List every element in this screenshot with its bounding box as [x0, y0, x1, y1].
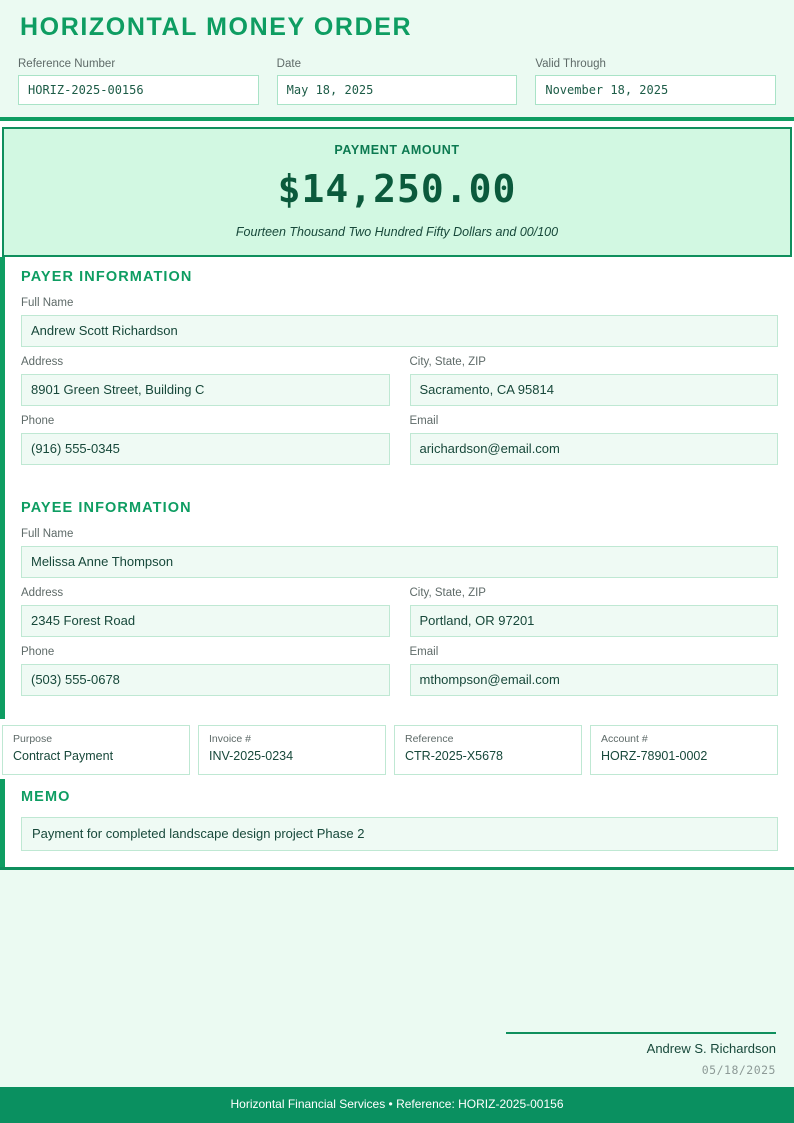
payer-name-value[interactable]: Andrew Scott Richardson — [21, 315, 778, 347]
payer-name-label: Full Name — [21, 297, 74, 310]
reference-value: CTR-2025-X5678 — [405, 748, 503, 763]
payee-city-value[interactable]: Portland, OR 97201 — [410, 605, 779, 637]
reference-number-field — [18, 58, 259, 106]
payee-section-title: PAYEE INFORMATION — [21, 500, 192, 517]
payee-city-field — [410, 587, 779, 637]
payee-address-value[interactable]: 2345 Forest Road — [21, 605, 390, 637]
account-number-value: HORZ-78901-0002 — [601, 748, 708, 763]
purpose-value: Contract Payment — [13, 748, 114, 763]
payer-email-field — [410, 415, 779, 465]
payee-email-field — [410, 646, 779, 696]
signature-band — [0, 867, 794, 1088]
payee-section — [0, 488, 794, 719]
payer-contact-row — [21, 415, 778, 474]
payment-amount-caption: PAYMENT AMOUNT — [334, 143, 460, 158]
purpose-box[interactable] — [2, 725, 190, 774]
payee-email-value[interactable]: mthompson@email.com — [410, 664, 779, 696]
payer-address-row — [21, 356, 778, 415]
header-fields-row — [18, 58, 776, 106]
signature-block — [506, 1032, 776, 1077]
purpose-label: Purpose — [13, 733, 53, 746]
payer-address-label: Address — [21, 356, 64, 369]
account-number-box[interactable] — [590, 725, 778, 774]
date-value[interactable]: May 18, 2025 — [277, 75, 518, 105]
memo-section-title: MEMO — [21, 788, 71, 805]
payee-address-row — [21, 587, 778, 646]
payer-phone-value[interactable]: (916) 555-0345 — [21, 433, 390, 465]
reference-number-value[interactable]: HORIZ-2025-00156 — [18, 75, 259, 105]
payee-name-value[interactable]: Melissa Anne Thompson — [21, 546, 778, 578]
memo-section — [0, 779, 794, 867]
payer-name-field — [21, 297, 778, 347]
payer-address-field — [21, 356, 390, 406]
payment-amount-words: Fourteen Thousand Two Hundred Fifty Dollars and 00/100 — [235, 225, 559, 240]
payee-contact-row — [21, 646, 778, 705]
payee-phone-value[interactable]: (503) 555-0678 — [21, 664, 390, 696]
amount-wrapper — [0, 121, 794, 257]
payment-amount-value: $14,250.00 — [277, 167, 517, 212]
payment-amount-box — [2, 127, 792, 257]
payer-address-value[interactable]: 8901 Green Street, Building C — [21, 374, 390, 406]
payee-name-field — [21, 528, 778, 578]
payer-section — [0, 257, 794, 488]
payer-section-title: PAYER INFORMATION — [21, 269, 193, 286]
payer-city-value[interactable]: Sacramento, CA 95814 — [410, 374, 779, 406]
payee-address-field — [21, 587, 390, 637]
reference-box[interactable] — [394, 725, 582, 774]
payer-city-label: City, State, ZIP — [409, 356, 486, 369]
valid-through-value[interactable]: November 18, 2025 — [535, 75, 776, 105]
payee-email-label: Email — [409, 646, 439, 659]
invoice-number-box[interactable] — [198, 725, 386, 774]
invoice-number-value: INV-2025-0234 — [209, 748, 294, 763]
memo-value[interactable]: Payment for completed landscape design project Phase 2 — [21, 817, 778, 851]
payee-address-label: Address — [21, 587, 64, 600]
valid-through-label: Valid Through — [535, 57, 606, 70]
date-field — [277, 58, 518, 106]
reference-number-label: Reference Number — [18, 57, 116, 70]
date-label: Date — [276, 57, 301, 70]
transaction-details-strip — [0, 719, 794, 778]
document-header — [0, 0, 794, 121]
payee-name-label: Full Name — [21, 528, 74, 541]
payer-city-field — [410, 356, 779, 406]
document-footer: Horizontal Financial Services • Reference: HORIZ-2025-00156 — [0, 1087, 794, 1123]
payee-phone-field — [21, 646, 390, 696]
signature-date: 05/18/2025 — [701, 1063, 776, 1078]
payee-phone-label: Phone — [21, 646, 55, 659]
payer-email-label: Email — [409, 415, 439, 428]
valid-through-field — [535, 58, 776, 106]
invoice-number-label: Invoice # — [209, 733, 252, 746]
signature-name: Andrew S. Richardson — [646, 1041, 776, 1057]
payer-phone-field — [21, 415, 390, 465]
payer-phone-label: Phone — [21, 415, 55, 428]
account-number-label: Account # — [601, 733, 648, 746]
payee-city-label: City, State, ZIP — [409, 587, 486, 600]
payer-email-value[interactable]: arichardson@email.com — [410, 433, 779, 465]
page-title: HORIZONTAL MONEY ORDER — [20, 13, 413, 41]
signature-line — [506, 1032, 776, 1034]
reference-label: Reference — [405, 733, 454, 746]
